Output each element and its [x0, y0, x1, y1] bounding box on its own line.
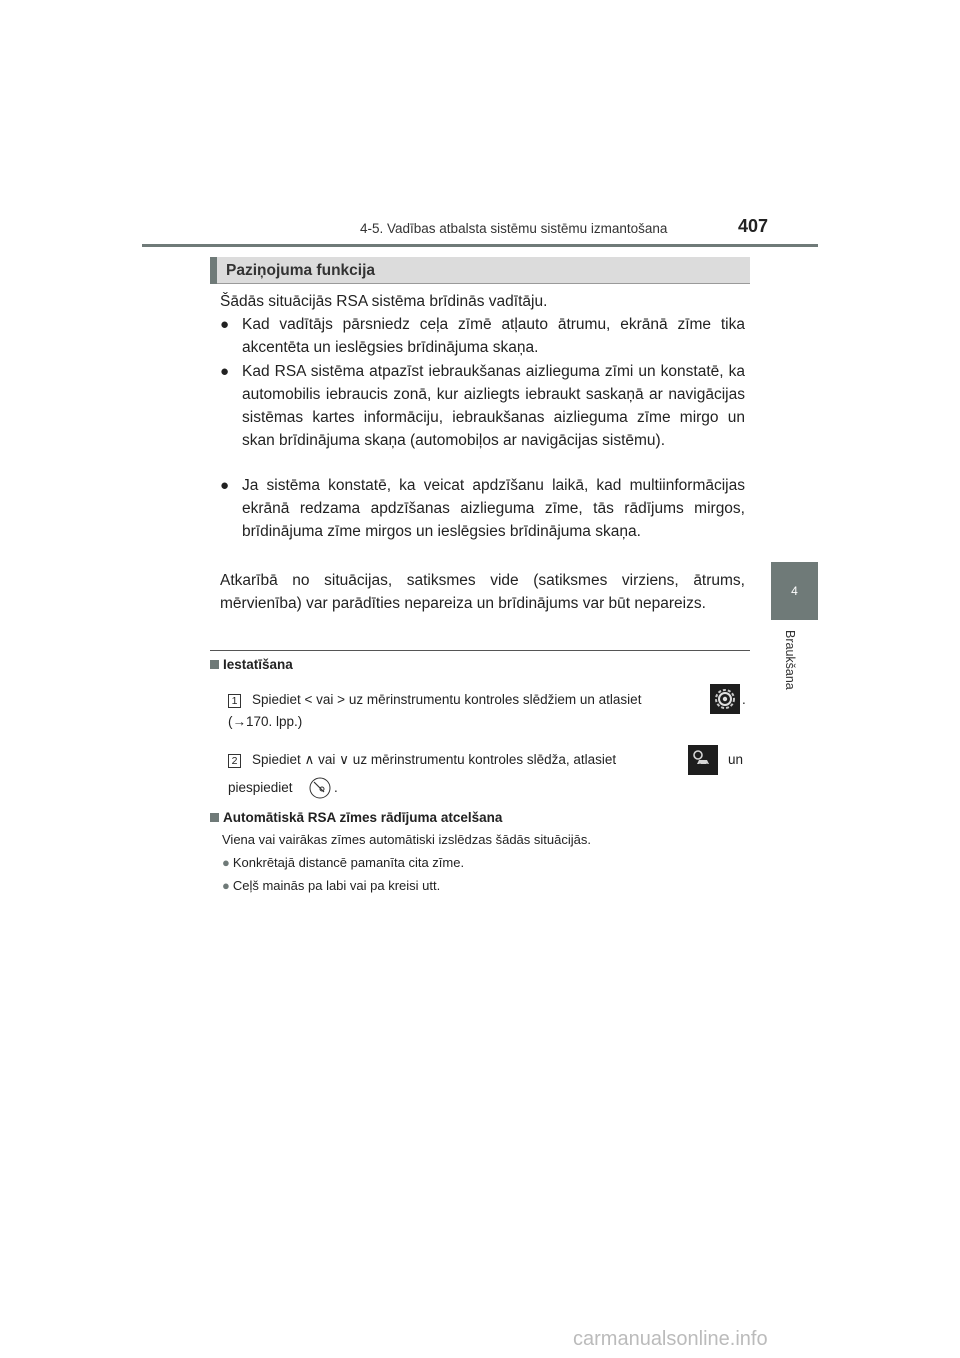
bullet-icon: ●	[220, 316, 230, 333]
step-text: Spiediet < vai > uz mērinstrumentu kontroles slēdžiem un atlasiet	[252, 692, 642, 707]
square-bullet-icon	[210, 660, 219, 669]
page-reference: (→170. lpp.)	[228, 714, 303, 729]
step-number: 2	[228, 754, 241, 768]
watermark: carmanualsonline.info	[573, 1328, 768, 1350]
auto-cancel-text: Viena vai vairākas zīmes automātiski izslēdzas šādās situācijās.	[222, 832, 591, 847]
list-item: ● Konkrētajā distancē pamanīta cita zīme.	[222, 855, 465, 870]
step-text-continued: piespiediet	[228, 780, 293, 795]
chapter-title: 4-5. Vadības atbalsta sistēmu sistēmu izmantošana	[360, 221, 668, 236]
page-number: 407	[738, 216, 769, 236]
auto-cancel-heading: Automātiskā RSA zīmes rādījuma atcelšana	[210, 810, 502, 825]
chapter-tab: 4	[771, 562, 818, 620]
list-item: ● Ceļš mainās pa labi vai pa kreisi utt.	[222, 878, 441, 893]
intro-paragraph: Šādās situācijās RSA sistēma brīdinās vadītāju.	[220, 293, 548, 310]
step-number: 1	[228, 694, 241, 708]
list-item: ● Kad RSA sistēma atpazīst iebraukšanas aizlieguma zīmi un konstatē, ka automobilis iebraucis zonā, kur aizliegts iebraukt saskaņā ar navigācijas sistēmas kartes informāciju, iebraukšanas aizlieguma zīme mirgo un skan brīdinājuma skaņa (automobiļos ar navigācijas sistēmu).	[220, 360, 745, 452]
header-divider	[142, 244, 818, 247]
bullet-icon: ●	[220, 477, 230, 494]
section-title: Paziņojuma funkcija	[226, 262, 376, 279]
list-item: ● Kad vadītājs pārsniedz ceļa zīmē atļauto ātrumu, ekrānā zīme tika akcentēta un ieslēgsies brīdinājuma skaņa.	[220, 313, 745, 359]
square-bullet-icon	[210, 813, 219, 822]
settings-heading: Iestatīšana	[210, 657, 293, 672]
chapter-tab-label: Braukšana	[783, 630, 797, 690]
step-1: 1 Spiediet < vai > uz mērinstrumentu kontroles slēdžiem un atlasiet . (→170. lpp.)	[228, 692, 745, 736]
step-text: Spiediet ∧ vai ∨ uz mērinstrumentu kontroles slēdža, atlasiet	[252, 752, 617, 767]
bullet-icon: ●	[222, 855, 230, 870]
section-heading-bar	[210, 257, 750, 284]
section-accent	[210, 257, 217, 284]
gear-icon	[710, 684, 740, 714]
section-divider	[210, 650, 750, 651]
bullet-icon: ●	[222, 878, 230, 893]
car-sign-icon	[688, 745, 718, 775]
list-item: ● Ja sistēma konstatē, ka veicat apdzīšanu laikā, kad multiinformācijas ekrānā redzama apdzīšanas aizlieguma zīme, tās rādījums mirgos, brīdinājuma zīme mirgos un ieslēgsies brīdinājuma skaņa.	[220, 474, 745, 543]
ok-button-icon	[308, 776, 332, 800]
outro-paragraph: Atkarībā no situācijas, satiksmes vide (satiksmes virziens, ātrums, mērvienība) var parādīties nepareiza un brīdinājums var būt nepareizs.	[220, 572, 745, 612]
step-2: 2 Spiediet ∧ vai ∨ uz mērinstrumentu kontroles slēdža, atlasiet un piespiediet .	[228, 752, 745, 802]
bullet-icon: ●	[220, 363, 230, 380]
